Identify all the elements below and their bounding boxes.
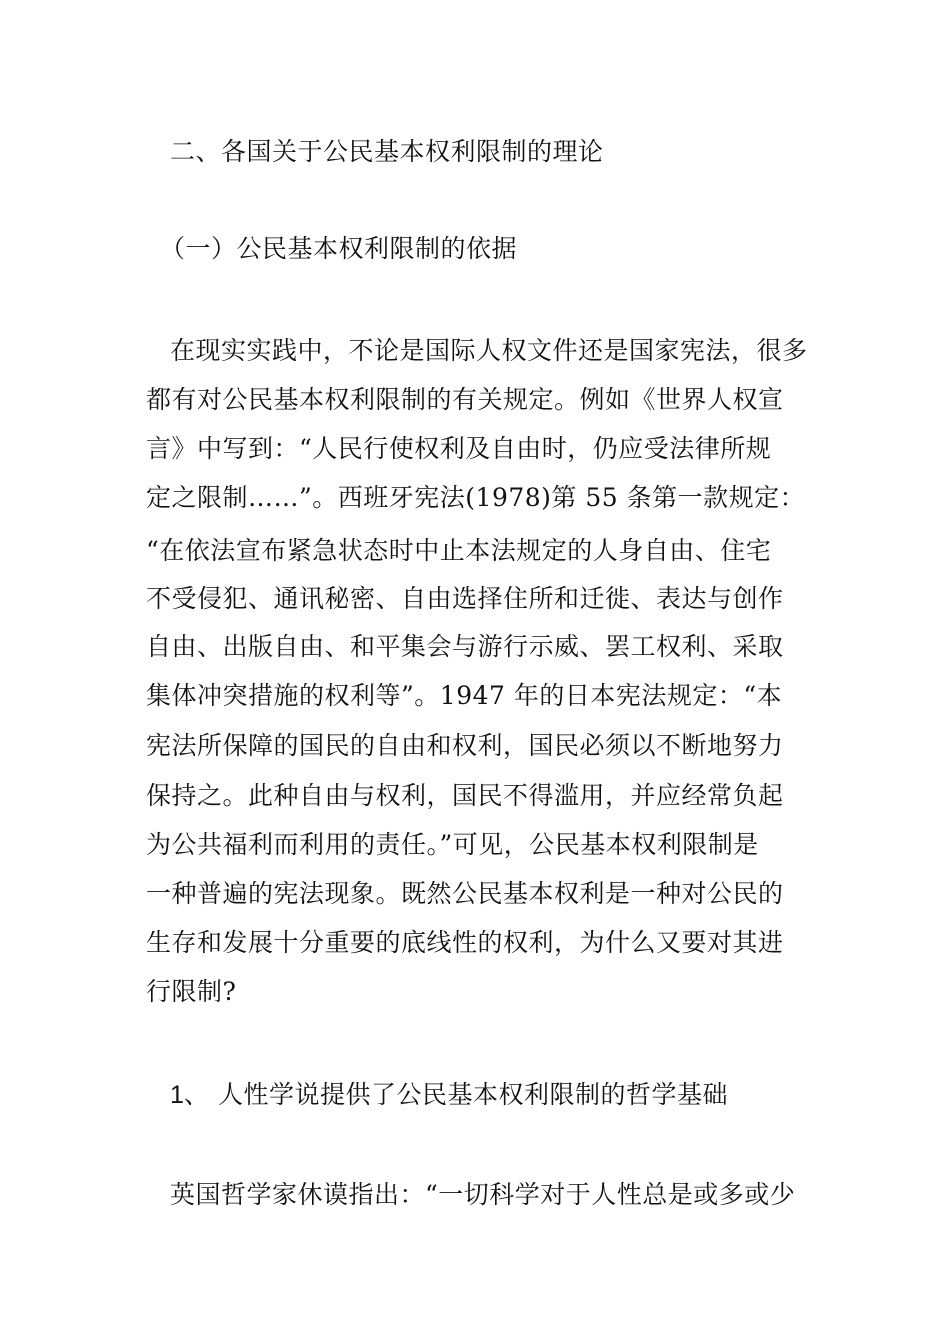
paragraph-line: 集体冲突措施的权利等”。1947 年的日本宪法规定：“本 <box>146 681 783 710</box>
paragraph-line: 定之限制……”。西班牙宪法(1978)第 55 条第一款规定： <box>146 483 806 512</box>
paragraph-line: 保持之。此种自由与权利，国民不得滥用，并应经常负起 <box>146 781 784 810</box>
list-item-text: 人性学说提供了公民基本权利限制的哲学基础 <box>218 1080 729 1109</box>
subsection-heading: （一）公民基本权利限制的依据 <box>160 234 518 263</box>
paragraph-line: 为公共福利而利用的责任。”可见，公民基本权利限制是 <box>146 830 759 859</box>
paragraph-line: 言》中写到：“人民行使权利及自由时，仍应受法律所规 <box>146 434 772 463</box>
paragraph-line: 不受侵犯、通讯秘密、自由选择住所和迁徙、表达与创作 <box>146 584 784 613</box>
paragraph-line: 行限制? <box>146 977 237 1006</box>
section-heading: 二、各国关于公民基本权利限制的理论 <box>170 137 604 166</box>
paragraph-line: 生存和发展十分重要的底线性的权利，为什么又要对其进 <box>146 928 784 957</box>
paragraph-line: 英国哲学家休谟指出：“一切科学对于人性总是或多或少 <box>170 1180 796 1209</box>
paragraph-line: 宪法所保障的国民的自由和权利，国民必须以不断地努力 <box>146 731 784 760</box>
paragraph-line: 一种普遍的宪法现象。既然公民基本权利是一种对公民的 <box>146 879 784 908</box>
list-number: 1、 <box>170 1081 209 1109</box>
paragraph-line: 都有对公民基本权利限制的有关规定。例如《世界人权宣 <box>146 385 784 414</box>
paragraph-line: “在依法宣布紧急状态时中止本法规定的人身自由、住宅 <box>146 536 772 565</box>
paragraph-line: 在现实实践中，不论是国际人权文件还是国家宪法，很多 <box>170 336 808 365</box>
paragraph-line: 自由、出版自由、和平集会与游行示威、罢工权利、采取 <box>146 632 784 661</box>
